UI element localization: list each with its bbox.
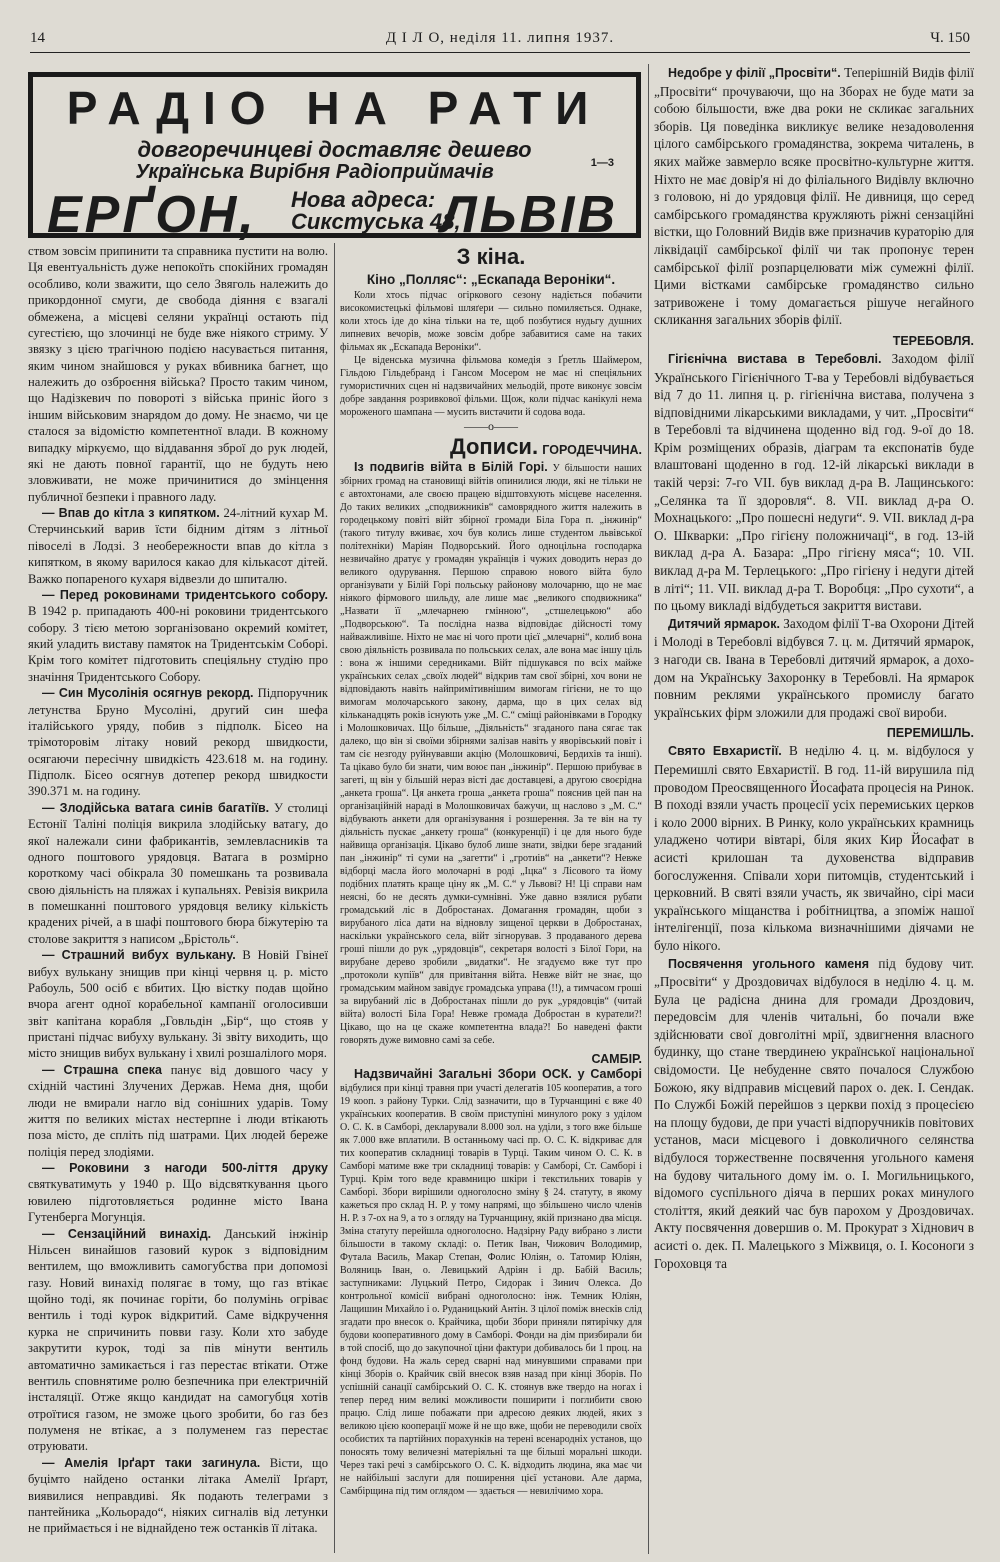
news-item-heading: — Син Мусолінія осягнув рекорд. bbox=[42, 686, 254, 701]
news-item bbox=[28, 1062, 328, 1160]
report-text: У більшости наших збірних громад на становищі війтів опинилися люди, які не тільки не є автохтонами, але своєю працею відштовхують місцеве населення. До таких великих „сподвижників“ самоврядного життя належить в городецькому повіті війт збірної громади Біла Гора п. „інжинір“ (такого титулу вживає, хоч був колись лише студентом львівської політехніки) Маріян Подворський. Його одноцільна господарка незвичайно дратує у громадян українців і чужих доводить нераз до великого одурування. Першою справою нового війта було організувати у Білій Горі польську районову молочарню, що не має ніякого фірмового шильду, але лише має „великого сподвижника“ „Назвати її „млечарнею гмінною“, „стшелецькою“ або „Подворською“. Та послідна назва відповідає дійсності тому найважливіше. Ніхто не має ні чого проти цієї „млечарні“, колиб вона свою діяльність розвивала по польських селах, але вона має іншу ціль : вона ж іншими середниками. Війт підшукався по всіх майже українських селах „своїх людей“ відкрив там свої збірні, хоч вони не відповідають навіть найпримітивнішим вимогам гігієни, не то що вимогам молочарського закону, дарма, що в цих селах від кільканадцять років існують уже „М. С.“ сміщі районівками в Городку і Молошковичах. Що більше, „Діяльність“ згаданого пана сягає так далеко, що він зі своїми збірнями залізав навіть у яворівський повіт і там сіє незгоду руйнувавши акцію (Молошковичі, Бердихів та інші). Та цікаво було би знати, чим воює пан „інжинір“. Першою прибуває в загеті, щ він у більшій нераз вісті дає доставцеві, а другою своєрідна „анкета гроша“. Ця анкета гроша „анкета гроша“ пояснив цей пан на організаційній нараді в Молошковичах бажучи, щ наслово з „М. С.“ відбувають анкети для організування і розшерення. За те він на ту діяльність пускає „анкету гроша“ (конкуренції) і це для нього буде найвища організація. Цікаво булоб лише знати, звідки бере згаданий пан „інжинір“ ті суми на „загетти“ і „гротиів“ на „анкети“? Невже відборці масла його молочарні в роді „Іцка“ з Лісового та йому подібних платять краще ціну як „М. С.“ у Львові? Н! Ці справи нам неясні, бо не десять думки-сумнівні. Уже давно взялися рубати громадський ліс в Добростанах. Домагання громадян, щоби з вирубаного ліса дати на відновлу зищеної церкви в Добростанах, наскільки українського села, війт зігнорував. З продаваного дерева гроші пішли до рук „урядовців“, секретаря волості з Білої Гори, на вирубане дерево зробили „видатки“. Не згадуємо вже тут про „протоколи купіїв“ для привітання війта. Невже війт не знає, що громадським майном завідує громадська управа (!!), а тимчасом гроші за вирубаний ліс в Добростанах пішли до рук „урядовців“ (читай війта) волості Біла Гора! Невже громада Добростан в куратели?! Цікаво, що на це скаже компетентна влада?! Бо наведені факти говорять дуже вимовно самі за себе. bbox=[340, 463, 642, 1046]
column-3 bbox=[654, 64, 974, 1272]
cinema-paragraph: Це віденська музична фільмова комедія з Ґретль Шаймером, Гільдою Гільдебранд і Гансом Мосером не має ні спеціяльних гумористичних сцен ні надзвичайних мельодій, проте виконує зовсім добре завдання розривкової фільми. Щож, коли підчас канікулі нема мороженого шампана — мусить вистачити й содова вода. bbox=[340, 355, 642, 418]
column-1 bbox=[28, 243, 328, 1537]
report-text: Заходом філії Т-ва Охорони Дітей і Молоді в Теребовлі відбувся 7. ц. м. Дитячий ярмарок, з нагоди св. Івана в Теребовлі дитячий ярмарок, а доходом на Українську Захоронку в Теребовлі. На ярмарок повним реклями українського промислу багато українських фірм зложили для продажі свої вироби. bbox=[654, 615, 975, 720]
news-item bbox=[28, 1455, 328, 1537]
report-text: відбулися при кінці травня при участі делегатів 105 кооператив, а того 19 кооп. з району Турки. Слід зазначити, що в Турчанщині є вже 40 українських кооператив. В своїм приступіні минулого року з уділом О. С. К. в Самборі, декларували 8.000 зол. на уділи, з того вже більше як 7.000 вже вплатили. В останньому часі пр. О. С. К. відкриває для тих кооператив складниці товарів в Турці. Таким чином О. С. К. в Самборі матиме вже три складниці товарів: у Самборі, Ст. Самборі і Турці. Крім того веде кравмницю шкіри і текстильних товарів у Самборі. Збори вирішили одноголосно зміну § 24. статуту, в якому кажеться про склад Н. Р. у тому напрямі, що збільшено число членів Н. Р. з 7-ох на 9, а то з огляду на Турчанщину, якій признано два місця. Зміна статуту перейшла одноголосно. Надзірну Раду вибрано з листи більшости в такому складі: о. Петик Іван, Чижович Володимир, Футала Василь, Макар Степан, Фолис Юліян, о. Татомир Юліян, Воляниць Іван, о. Левицький Адріян і др. Бабій Василь; заступниками: Луцький Петро, Сидорак і Зинич Олекса. До контрольної комісії вибрані одноголосно: інж. Темник Юліян, Лащишин Михайло і о. Руданицький Антін. З цілої поміж внесків слід згадати про внесок о. Крайчика, щоби Збори приняли пятирічку для будови кооперативного дому в Самборі. Фонди на дім призбирали би в той спосіб, що до закупочної ціни фактури добивалось би 1 проц. на фонд будови. На жаль серед сварні над минувшими справами при кінці Зборів о. Крайчик свій внесок взяв назад при кінці Зборів. По успішній санації самбірський О. С. К. стоянув вже твердо на ногах і тепер перед ним великі можливости поширити і поглибити свою працю. Слід лише побажати при адресою деяких людей, яких з великою цією кооперації може й не що вже, щоби не переводили своїх особистих та партійних порахунків на терені всенародніх установ, що поносять тому величезні матеріяльні та ще більші моральні шкоди. Через такі речі з самбірського О. С. К. відходить людина, яка має чи не найбільші заслуги для поширення цієї установи. Але дарма, Самбірщина під тим оглядом — здається — невилічимо хора. bbox=[340, 1083, 642, 1497]
column-rule bbox=[334, 243, 335, 1553]
news-item-text: Вісти, що буцімто найдено останки літака Амелії Ірґарт, виявилися неправдиві. Як подають телеграми з пантейника „Кольорадо“, ніяких сигналів від летунки не приймається і не віднайдено теж останків її літака. bbox=[28, 1455, 329, 1536]
report-heading: Свято Евхаристії. bbox=[668, 744, 782, 759]
report-heading: Недобре у філії „Просвіти“. bbox=[668, 66, 841, 80]
ad-address-label: Нова адреса: bbox=[291, 187, 436, 212]
news-item bbox=[28, 1226, 328, 1455]
ad-address-street: Сикстуська 48, bbox=[291, 209, 461, 234]
report-paragraph bbox=[654, 64, 974, 329]
news-item bbox=[28, 947, 328, 1062]
section-title-cinema: З кіна. bbox=[456, 244, 526, 269]
section-title-dopysy: Дописи. bbox=[450, 434, 539, 459]
news-item-text: святкуватимуть у 1940 р. Що відсвяткування цього ювилею підготовляється родинне місто Івана Гутенберга Могунція. bbox=[28, 1177, 328, 1225]
radio-advertisement bbox=[28, 72, 641, 244]
news-item-text: 24-літний кухар М. Стерчинський варив їсти бідним дітям з літньої півоселі в Лодзі. З необережности впав до кітла з кипятком, в якому варилося какао для кількасот дітей. Важко попареного кухаря відвезли до шпиталю. bbox=[28, 506, 328, 586]
report-paragraph bbox=[654, 615, 974, 722]
report-paragraph bbox=[654, 955, 974, 1273]
column-rule bbox=[648, 64, 649, 1554]
ad-city: ЛЬВІВ bbox=[440, 186, 618, 244]
dopysy-header bbox=[340, 433, 642, 461]
news-item-heading: — Страшний вибух вулькану. bbox=[42, 948, 236, 963]
news-item-heading: — Страшна спека bbox=[42, 1062, 162, 1077]
report-paragraph bbox=[654, 742, 974, 954]
article-continuation: ством зовсім припинити та справника пустити на волю. Ця евентуальність дуже непокоїть спокійних громадян особливо, коли зважити, що село Звяголь належить до прикордонної смуги, де свобода діяння є взагалі обмежена, а місцеві селяни українці остають під сугестією, що злочинці не буде вже ніякого стриму. У звязку з цією трагічною подією насувається питання, яким чином знайшовся у руках вбивника багнет, що належить до озброєння війська? Просто таким чином, що Надізкевич по повороті з війська приніс його з іншим військовим знарядом до дому. Не знаємо, чи це сталося за відомістю компетентної влади. В кожному випадку міркуємо, що віддавання зброї до рук людей, які не дають повної гарантії, що не будуть нею зловживати, не може причинитися до змінцення публичної безпеки і правного ладу. bbox=[28, 244, 328, 504]
report-text: В неділю 4. ц. м. відбулося у Перемишлі свято Евхаристії. В год. 11-ій вирушила під проводом Преосвященного Йосафата процесія на Ринок. В поході взяли участь процесії усіх перемиських церков і коло 2000 вірних. В Ринку, коло українських крамниць уладжено чотири вівтарі, біля яких Кир Йосафат в асисті крилошан та духовенства відправив богослуження. Співали хори питомців, студентський і церковний. В святі взяли участь, як звичайно, сірі маси українського міщанства і робітництва, а зпоміж нашої інтелігенції, поза кількома визначнішими діячами не було нікого. bbox=[654, 743, 974, 953]
location-heading: ГОРОДЕЧЧИНА. bbox=[542, 443, 642, 457]
location-heading: ТЕРЕБОВЛЯ. bbox=[892, 333, 974, 348]
cinema-paragraph: Коли хтось підчас огіркового сезону надіється побачити високомистецькі фільмові шляґери — сильно помиляється. Однаке, коли хтось іде до кіна тільки на те, щоб позбутися нудьгу душних липневих вечорів, може зовсім добре забавитися саме на таких фільмах як „Ескапада Вероніки“. bbox=[340, 290, 642, 353]
news-item-heading: — Сензаційний винахід. bbox=[42, 1226, 212, 1241]
news-item-heading: — Роковини з нагоди 500-ліття друку bbox=[42, 1161, 328, 1175]
news-item bbox=[28, 505, 328, 587]
report-heading: Надзвичайні Загальні Збори ОСК. у Самборі bbox=[354, 1067, 642, 1081]
report-heading: Посвячення угольного каменя bbox=[668, 956, 869, 971]
report-heading: Гігієнічна вистава в Теребовлі. bbox=[668, 351, 882, 366]
page-header bbox=[30, 30, 970, 53]
news-item bbox=[28, 685, 328, 800]
news-item-heading: — Впав до кітла з кипятком. bbox=[42, 506, 220, 520]
report-text: під будову чит. „Просвіти“ у Дроздовичах відбулося в неділю 4. ц. м. Була це радісна днина для громади Дроздович, передовсім для членів читальні, бо почали вже здійснювати свої довголітні мрії, здвигнення власного будинку, що стане твердинею української національної свідомости. Це небуденне свято почалося Службою Божою, яку відправив місцевий парох о. дек. І. Сендак. По Службі Божій перейшов з церкви похід з процесією на площу будови, де при участі відпоручників повітових установ, маси місцевого і довколичного селянства відбулося торжественне посвячення угольного каменя на будову читального дому ім. о. І. Могильницького, відомого суспільного діяча в перших роках минулого століття, який деякий час був парохом у Дроздовичах. Акту посвячення довершив о. М. Прокурат з Хіднович в асисті о. дек. П. Малецького з Міжвиця, о. І. Косоноги з Гороховця та bbox=[654, 955, 974, 1271]
news-item-text: Данський інжінір Нільсен винайшов газовий курок з відповідним вентилем, що вможливить самогубства при допомозі газу. Новий винахід полягає в тому, що газ втікає щойно тоді, як починає горіти, бо полумінь огріває вентиль і тоді курок відкритий. Саме відкручення курка не спричинить повви газу. Коли хто забуде закрутити курок, тоді за пів мінути вентиль автоматично замикається і газ перестає втікати. Отже вентиль сповнятиме ролю безпечника при електричній інсталяції. Отже якщо кандидат на самогубця хотів отроїтися газом, не зможе цього зробити, бо газ без полуменя не втікає, а з полуменем газ перестає отруювати. bbox=[28, 1226, 328, 1454]
ad-line-3: Українська Вирібня Радіоприймачів bbox=[135, 161, 494, 183]
report-paragraph bbox=[340, 461, 642, 1047]
news-item bbox=[28, 587, 328, 685]
column-2 bbox=[340, 243, 642, 1498]
news-item-text: Підпоручник летунства Бруно Мусоліні, другий син шефа італійського уряду, побив з підполк. Бісео на трімоторовім літаку новий рекорд швидкости, осягаючи пересічну швидкість 423.618 м. на годину. Підполк. Бісео осягнув дотепер рекорд швидкости 390.371 м. на годину. bbox=[28, 686, 328, 799]
location-heading: САМБІР. bbox=[591, 1052, 642, 1066]
news-item bbox=[28, 1160, 328, 1226]
ad-brand: ЕРҐОН, bbox=[47, 186, 257, 244]
cinema-subheading: Кіно „Полляс“: „Ескапада Вероніки“. bbox=[366, 272, 616, 287]
report-text: Теперішній Видів філії „Просвіти“ прочуваючи, що на Зборах не буде мати за собою більшости, вже два роки не скликає загальних зборів. Ця поведінка викликує велике незадоволення цілого самбірського громадянства, зокрема читалень, в яких майже завмерло всяке просвітно-культурне життя. Ніхто не має довір'я ні до філіального Видівлу включно з головою, ні до урядовця філії. Не дивниця, що серед самбірського громадянства кружляють ріжні сензаційні вістки, що Головний Видів вже призначив кураторію для ліквідації самбірської філії чи так пропонує терен самбірської філії розпарцелювати між сумежні філії. Цими вістками самбірське громадянство сильно затривожене і тому домагається рішуче негайного скликання загальних зборів філії. bbox=[654, 65, 974, 328]
ad-address bbox=[291, 189, 461, 233]
page-number: 14 bbox=[30, 30, 45, 46]
report-paragraph bbox=[654, 350, 974, 615]
section-divider: ——o—— bbox=[464, 419, 518, 433]
report-paragraph bbox=[340, 1068, 642, 1498]
news-item-heading: — Амелія Ірґарт таки загинула. bbox=[42, 1455, 261, 1470]
news-item-text: У столиці Естонії Таліні поліція викрила злодійську ватагу, до якої належали сини фабрикантів, землевласників та одного поштового урядовця. Ватага в розмірно короткому часі обікрала 30 помешкань та розвивала свою діяльність на пляжах і купальнях. Ревізія викрила в помешканні поштового урядовця велику кількість крадених річей, а в шафі поштового бюра біжутерію та столове закриття з написом „Брістоль“. bbox=[28, 800, 328, 946]
issue-number: Ч. 150 bbox=[930, 30, 970, 46]
report-heading: Із подвигів війта в Білій Горі. bbox=[354, 460, 548, 474]
masthead: Д І Л О, неділя 11. липня 1937. bbox=[385, 30, 615, 46]
news-item-text: панує від довшого часу у східній частині Злучених Держав. Нема дня, щоби люди не вмирали нагло від сонішних ударів. Тому життя по великих містах нестерпне і люди втікають поза місто, де спліть під шатрами. Цих людей береже поліція перед злодіями. bbox=[28, 1062, 329, 1159]
news-item-text: В 1942 р. припадають 400-ні роковини тридентського собору. З тією метою зорганізовано окремий комітет, який уладить виставу памяток на Тридентськім Соборі. Крім того комітет підготовить спеціяльну студію про значіння Тридентського Собору. bbox=[28, 604, 328, 684]
location-heading: ПЕРЕМИШЛЬ. bbox=[886, 726, 974, 741]
ad-headline: РАДІО НА РАТИ bbox=[66, 82, 603, 134]
report-text: Заходом філії Українського Гігієнічного Т-ва у Теребовлі відбувається від 7 до 11. липня ц. р. гігієнічна вистава, получена з відповідними лікарськими викладами, у чит. „Просвіти“ в Теребовлі та відчинена щоденно від год. 9-ої до 18. Крім розміщених образів, діаграм та експонатів буде влаштовані щоденно в год. 12-ій лікарські виклади в такій черзі: 7-го VII. був виклад д-ра В. Лащинського: „Селянка та її здоровля“. 8. VII. виклад д-ра О. Мохнацького: „Про пошесні недуги“. 9. VII. виклад д-ра О. Шкварки: „Про гігієну положничаці“, в год. 13-ій виклад д-ра А. Базара: „Про гігієну мяса“; 10. VII. виклад д-ра М. Терлецького: „Про гігієну і недуги дітей в літі“; 11. VII. виклад д-ра Т. Воробця: „Про сухоти“, а по цьому викладі відбудеться закриття вистави. bbox=[654, 350, 975, 614]
ad-line-2: довгоречинцеві доставляє дешево bbox=[137, 137, 532, 162]
news-item bbox=[28, 800, 328, 947]
ad-reference: 1—3 bbox=[590, 157, 614, 169]
news-item-text: В Новій Гвінеї вибух вулькану знищив при кінці червня ц. р. місто Рабоуль, 500 осіб є вбитих. Цю вістку подав щойно вчора агент одної корабельної кампанії оголосивши звіт капітана корабля „Говльдін „Бір“, що стояв у пристані підчас вибуху вулькану. Зі звіту виходить, що місто знищив вибух вулькану і хвилі розшалілого моря. bbox=[28, 948, 328, 1061]
news-item-heading: — Злодійська ватага синів багатіїв. bbox=[42, 800, 270, 815]
report-heading: Дитячий ярмарок. bbox=[668, 616, 780, 631]
news-item-heading: — Перед роковинами тридентського собору. bbox=[42, 587, 328, 602]
